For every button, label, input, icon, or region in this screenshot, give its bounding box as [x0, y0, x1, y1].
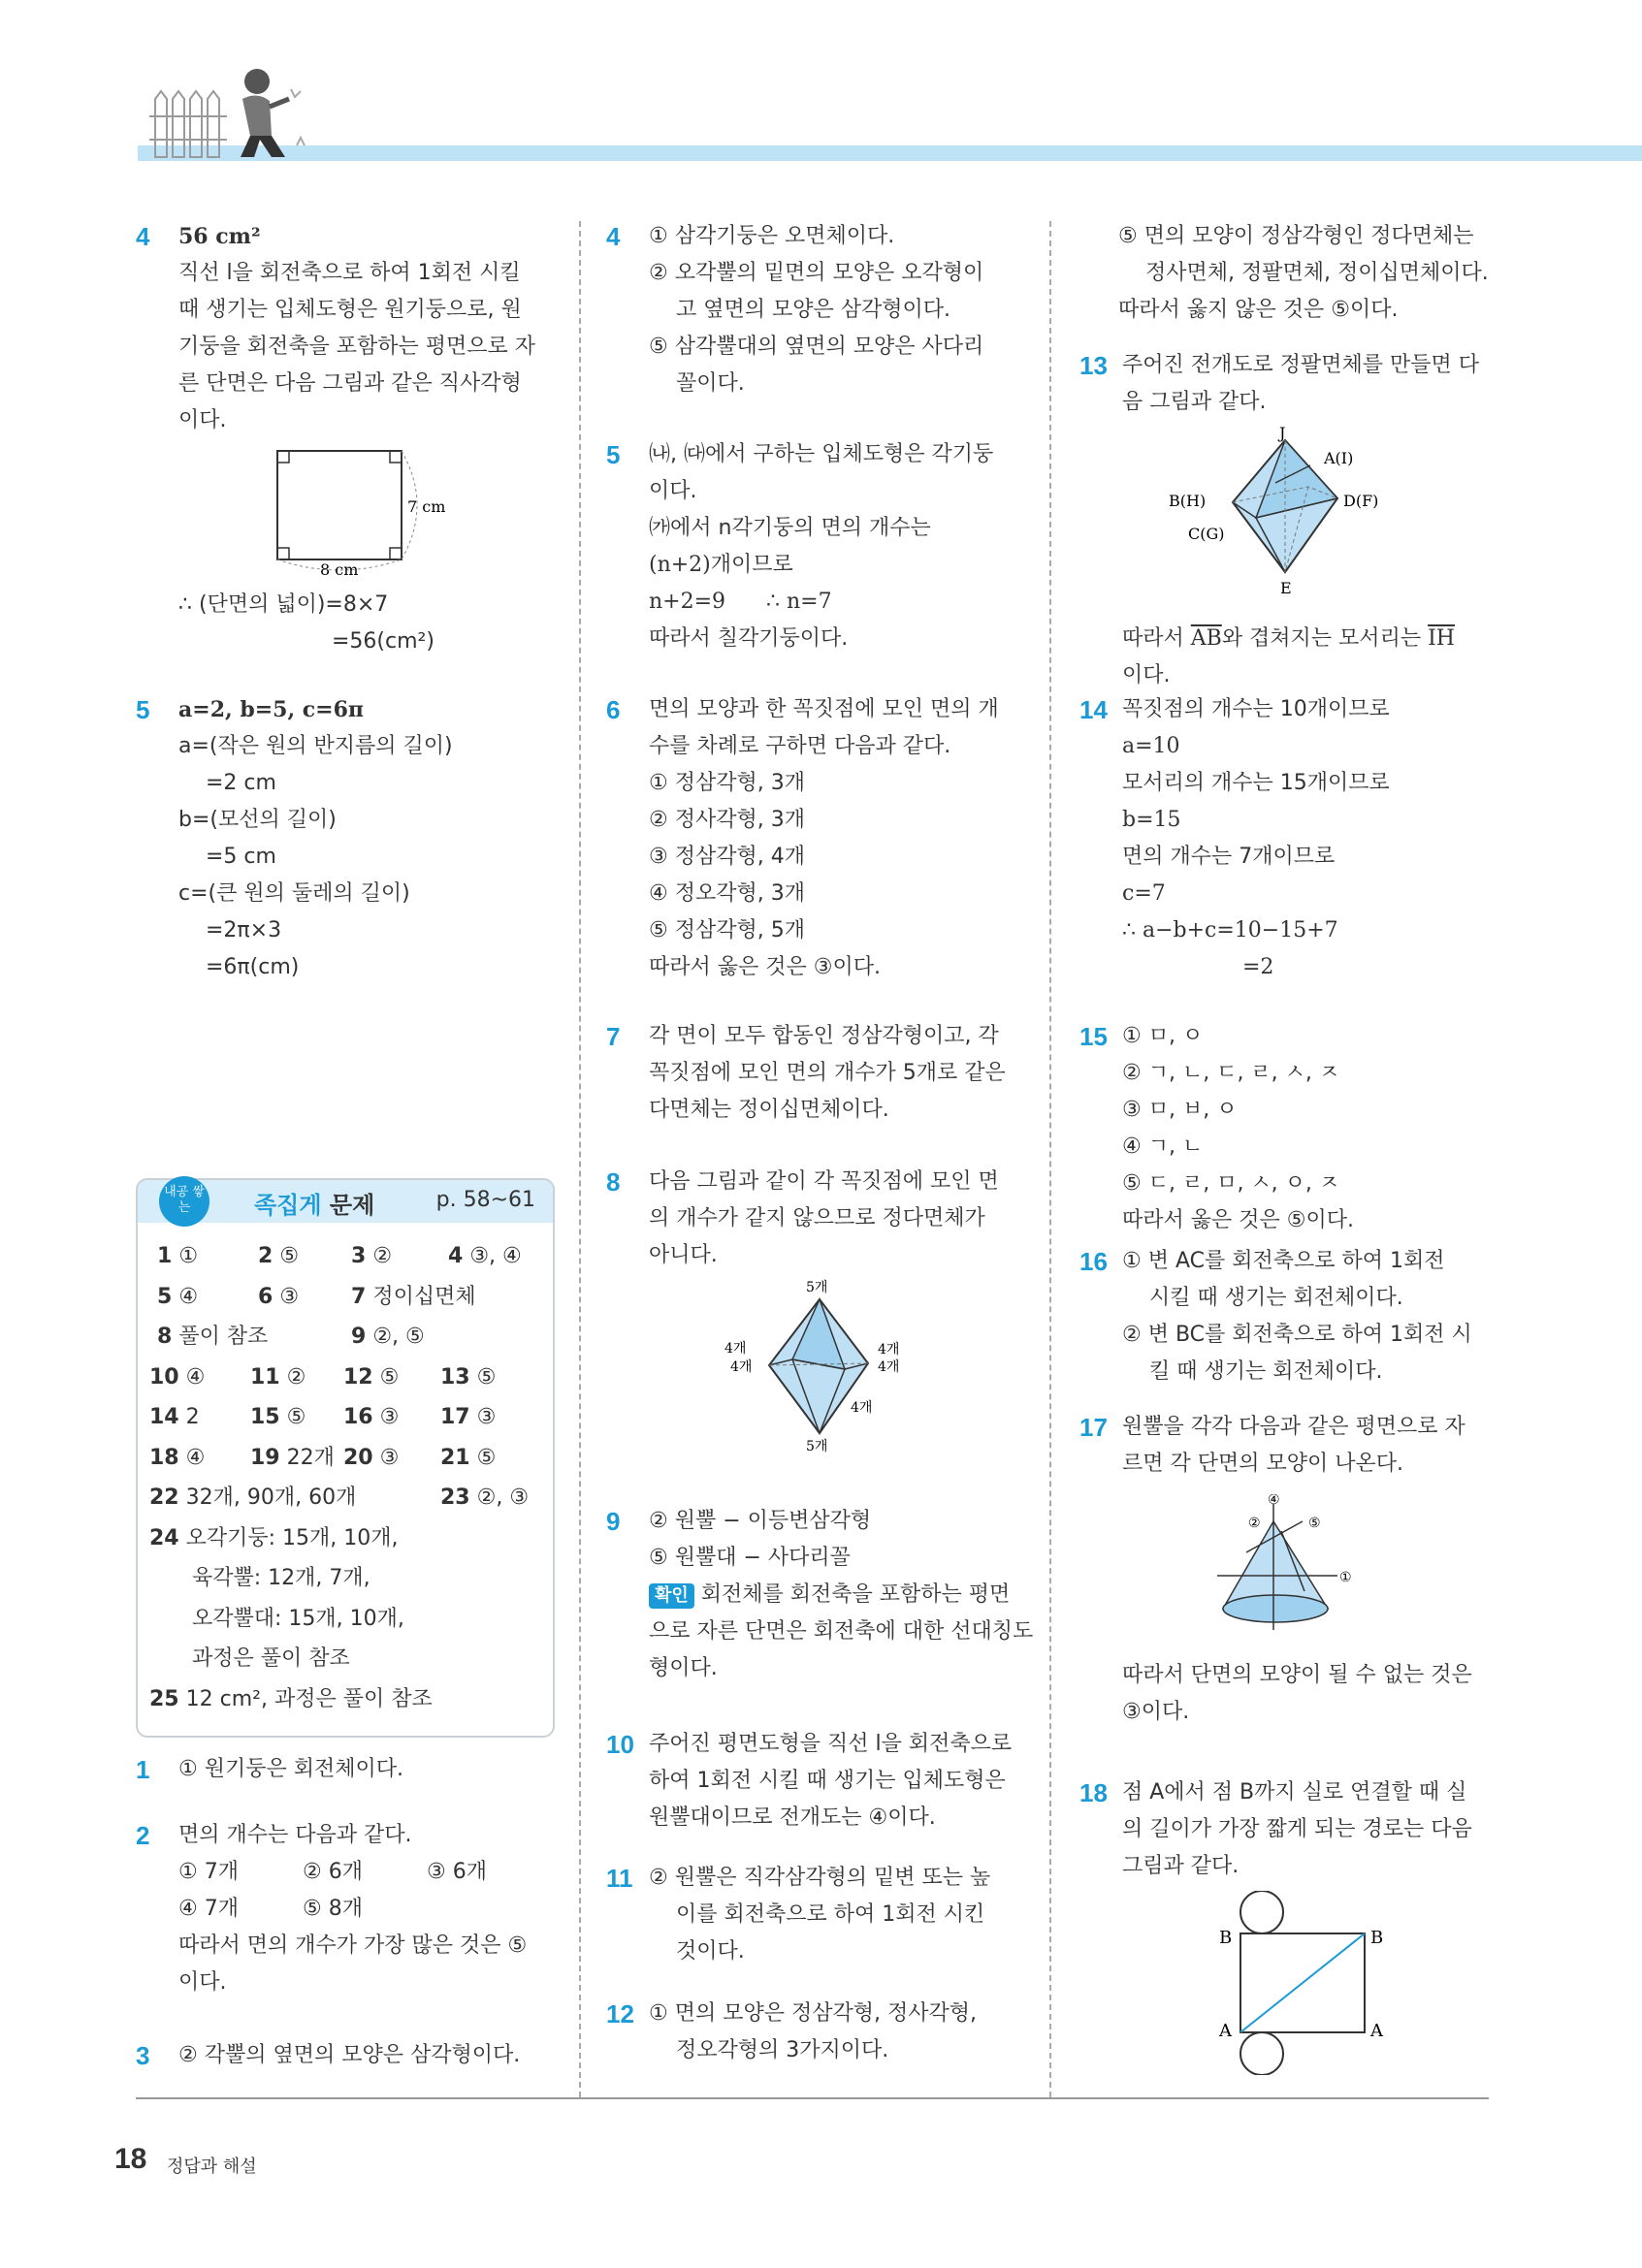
- text-line: ② 원뿔은 직각삼각형의 밑변 또는 높: [649, 1866, 991, 1890]
- text-line: 면의 모양과 한 꼭짓점에 모인 면의 개: [649, 697, 999, 721]
- solution-16: [1079, 1243, 1497, 1390]
- solution-3: [136, 2037, 553, 2074]
- text-line: 따라서 옳은 것은 ⑤이다.: [1122, 1208, 1354, 1232]
- text-line: 의 개수가 같지 않으므로 정다면체가: [649, 1206, 985, 1230]
- problem-number: 3: [136, 2041, 150, 2070]
- choice-row: ④ 7개 ⑤ 8개: [178, 1897, 363, 1921]
- footer-title: 정답과 해설: [167, 2156, 257, 2177]
- text-line: 면의 개수는 7개이므로: [1122, 845, 1336, 869]
- solution-5: [136, 691, 553, 986]
- solution-6: [606, 691, 1023, 986]
- text-line: ㈎에서 n각기둥의 면의 개수는: [649, 516, 931, 540]
- text-line: 점 A에서 점 B까지 실로 연결할 때 실: [1122, 1780, 1467, 1805]
- text-line: 모서리의 개수는 15개이므로: [1122, 771, 1390, 795]
- gardener-fence-illustration: [145, 60, 310, 165]
- cylinder-net-figure: [1206, 1891, 1390, 2075]
- solution-14: [1079, 691, 1497, 986]
- confirm-tag: 확인: [649, 1583, 694, 1609]
- text-line: 고 옆면의 모양은 삼각형이다.: [676, 298, 950, 322]
- text-line: 그림과 같다.: [1122, 1854, 1240, 1878]
- vertex-label: D(F): [1343, 492, 1379, 510]
- text-line: ∴ a−b+c=10−15+7: [1122, 918, 1338, 942]
- text-line: 아니다.: [649, 1243, 718, 1267]
- text-line: ② 변 BC를 회전축으로 하여 1회전 시: [1122, 1323, 1472, 1347]
- text-line: ① ㅁ, ㅇ: [1122, 1024, 1204, 1048]
- count-label: 5개: [806, 1439, 828, 1454]
- plane-label: ②: [1248, 1516, 1261, 1531]
- plane-label: ④: [1268, 1494, 1280, 1508]
- count-label: 4개: [851, 1400, 873, 1416]
- text-line: 꼭짓점에 모인 면의 개수가 5개로 같은: [649, 1061, 1006, 1085]
- text-line: 이를 회전축으로 하여 1회전 시킨: [676, 1902, 985, 1927]
- count-label: 4개: [724, 1341, 747, 1357]
- text-line: 시킬 때 생기는 회전체이다.: [1149, 1286, 1403, 1310]
- text-line: 음 그림과 같다.: [1122, 390, 1267, 414]
- text-line: ⑤ 면의 모양이 정삼각형인 정다면체는: [1118, 224, 1474, 248]
- text-line: ③이다.: [1122, 1700, 1190, 1724]
- text-line: ⑤ ㄷ, ㄹ, ㅁ, ㅅ, ㅇ, ㅈ: [1122, 1171, 1340, 1196]
- solution-15: [1079, 1018, 1497, 1239]
- height-label: 7 cm: [407, 497, 446, 516]
- triangular-bipyramid-figure: [723, 1278, 917, 1457]
- text-line: 이다.: [178, 408, 227, 432]
- text-line: ② ㄱ, ㄴ, ㄷ, ㄹ, ㅅ, ㅈ: [1122, 1061, 1340, 1085]
- text-line: ④ ㄱ, ㄴ: [1122, 1134, 1204, 1159]
- width-label: 8 cm: [320, 560, 359, 575]
- point-label: B: [1370, 1928, 1384, 1948]
- text-line: 주어진 전개도로 정팔면체를 만들면 다: [1122, 353, 1480, 377]
- text-line: 다면체는 정이십면체이다.: [649, 1098, 889, 1122]
- text-line: 킬 때 생기는 회전체이다.: [1149, 1359, 1383, 1384]
- problem-number: 14: [1079, 695, 1108, 724]
- text-line: ④ 정오각형, 3개: [649, 881, 805, 906]
- text-line: 직선 l을 회전축으로 하여 1회전 시킬: [178, 261, 521, 285]
- text-line: 기둥을 회전축을 포함하는 평면으로 자: [178, 335, 536, 359]
- text-line: =2π×3: [206, 918, 282, 942]
- choice-row: ① 7개 ② 6개 ③ 6개: [178, 1860, 487, 1884]
- column-divider: [1049, 221, 1051, 2097]
- text-line: a=10: [1122, 734, 1180, 758]
- text-line: ② 원뿔 − 이등변삼각형: [649, 1509, 872, 1533]
- text-line: n+2=9 ∴ n=7: [649, 590, 832, 614]
- text-line: b=(모선의 길이): [178, 808, 337, 832]
- answer: 56 cm²: [178, 224, 261, 249]
- text-line: b=15: [1122, 808, 1181, 832]
- text-line: 르면 각 단면의 모양이 나온다.: [1122, 1452, 1403, 1476]
- text-line: 꼭짓점의 개수는 10개이므로: [1122, 697, 1390, 721]
- problem-number: 2: [136, 1821, 150, 1850]
- text-line: 따라서 칠각기둥이다.: [649, 626, 849, 651]
- problem-number: 10: [606, 1730, 634, 1759]
- text-line: 원뿔을 각각 다음과 같은 평면으로 자: [1122, 1415, 1465, 1439]
- point-label: A: [1370, 2021, 1383, 2041]
- text-line: 이다.: [649, 479, 697, 503]
- text-line: a=(작은 원의 반지름의 길이): [178, 734, 453, 758]
- text-line: ㈏, ㈐에서 구하는 입체도형은 각기둥: [649, 442, 994, 466]
- text-line: 따라서 옳은 것은 ③이다.: [649, 955, 881, 979]
- text-line: 정오각형의 3가지이다.: [676, 2038, 889, 2062]
- text-line: (n+2)개이므로: [649, 553, 793, 577]
- text-line: 따라서 옳지 않은 것은 ⑤이다.: [1118, 298, 1399, 322]
- text-line: ⑤ 원뿔대 − 사다리꼴: [649, 1546, 851, 1570]
- text-line: ① 변 AC를 회전축으로 하여 1회전: [1122, 1249, 1445, 1273]
- text-line: ② 정사각형, 3개: [649, 808, 805, 832]
- answer-key-title: 족집게 문제: [254, 1192, 375, 1219]
- column-divider: [579, 221, 581, 2097]
- solution-9: [606, 1503, 1034, 1687]
- solution-12-continued: [1079, 218, 1497, 329]
- text-line: 수를 차례로 구하면 다음과 같다.: [649, 734, 951, 758]
- text-line: 이다.: [1122, 663, 1171, 687]
- text-line: 이다.: [178, 1970, 227, 1995]
- text-line: 때 생기는 입체도형은 원기둥으로, 원: [178, 298, 522, 322]
- text-line: c=7: [1122, 881, 1166, 906]
- page-range: p. 58~61: [435, 1188, 535, 1212]
- solution-18: [1079, 1774, 1497, 2041]
- text-line: =6π(cm): [206, 955, 300, 979]
- solution-17: [1079, 1409, 1497, 1724]
- problem-number: 7: [606, 1022, 621, 1051]
- problem-number: 1: [136, 1755, 150, 1784]
- solution-8: [606, 1164, 1023, 1454]
- vertex-label: C(G): [1188, 525, 1225, 543]
- solution-7: [606, 1018, 1023, 1129]
- text-line: =5 cm: [206, 845, 276, 869]
- text-line: ⑤ 삼각뿔대의 옆면의 모양은 사다리: [649, 335, 984, 359]
- solution-11: [606, 1860, 1023, 1970]
- note-line: 형이다.: [649, 1656, 718, 1680]
- vertex-label: A(I): [1324, 449, 1354, 467]
- text-line: 각 면이 모두 합동인 정삼각형이고, 각: [649, 1024, 999, 1048]
- plane-label: ①: [1339, 1570, 1352, 1585]
- problem-number: 15: [1079, 1022, 1108, 1051]
- solution-4: [136, 218, 553, 654]
- text-line: c=(큰 원의 둘레의 길이): [178, 881, 410, 906]
- text-line: 것이다.: [676, 1939, 745, 1964]
- problem-number: 12: [606, 1999, 634, 2028]
- vertex-label: B(H): [1169, 492, 1207, 510]
- cone-section-figure: [1215, 1494, 1361, 1640]
- text-line: 꼴이다.: [676, 371, 745, 396]
- vertex-label: E: [1280, 579, 1292, 597]
- count-label: 4개: [878, 1359, 900, 1375]
- count-label: 4개: [878, 1342, 900, 1358]
- count-label: 4개: [730, 1359, 753, 1375]
- text-line: 다음 그림과 같이 각 꼭짓점에 모인 면: [649, 1169, 999, 1194]
- text-line: ⑤ 정삼각형, 5개: [649, 918, 805, 942]
- calc-line: ∴ (단면의 넓이)=8×7: [178, 592, 389, 617]
- note-line: 확인 회전체를 회전축을 포함하는 평면: [649, 1577, 1023, 1613]
- problem-number: 18: [1079, 1778, 1108, 1807]
- count-label: 5개: [806, 1280, 828, 1295]
- plane-label: ⑤: [1308, 1516, 1321, 1531]
- text-line: =2 cm: [206, 771, 276, 795]
- answer-key-box: 내공 쌓는 족집게 문제 p. 58~61 1 ① 2 ⑤ 3 ② 4 ③, ④ 5 ④ 6 ③ 7 정이십면체 8 풀이 참조 9 ②, ⑤ 10 ④ 11 ② 12 ⑤ 13 ⑤ 14 2 15 ⑤ 16 ③ 17 ③ 18 ④ 19 22개 20 ③ 21 ⑤ 22 32개, 90개, 60개 23 ②, ③ 24 오각기둥: 15개, 10개, 육각뿔: 12개, 7개, 오각뿔대: 15개, 10개, 과정은 풀이 참조 25 12 cm², 과정은 풀이 참조: [136, 1178, 555, 1738]
- note-line: 으로 자른 단면은 회전축에 대한 선대칭도: [649, 1619, 1034, 1644]
- text-line: ② 각뿔의 옆면의 모양은 삼각형이다.: [178, 2043, 521, 2067]
- text-line: 정사면체, 정팔면체, 정이십면체이다.: [1145, 261, 1489, 285]
- solution-2: [136, 1817, 553, 2001]
- problem-number: 11: [606, 1864, 633, 1893]
- problem-number: 4: [136, 222, 150, 251]
- answer: a=2, b=5, c=6π: [178, 697, 364, 722]
- text-line: 원뿔대이므로 전개도는 ④이다.: [649, 1805, 936, 1830]
- text-line: 따라서 면의 개수가 가장 많은 것은 ⑤: [178, 1933, 528, 1958]
- text-line: 따라서 $\overline{AB}$와 겹쳐지는 모서리는 $\overline{IH}$: [1122, 626, 1455, 651]
- page-number: 18: [114, 2143, 147, 2175]
- problem-number: 5: [136, 695, 150, 724]
- solution-12: [606, 1996, 1023, 2069]
- octahedron-figure: [1147, 427, 1438, 601]
- text-line: =2: [1242, 955, 1274, 979]
- text-line: ② 오각뿔의 밑면의 모양은 오각형이: [649, 261, 984, 285]
- problem-number: 13: [1079, 351, 1108, 380]
- point-label: A: [1219, 2021, 1232, 2041]
- problem-number: 16: [1079, 1247, 1108, 1276]
- problem-number: 6: [606, 695, 621, 724]
- problem-number: 8: [606, 1167, 621, 1197]
- text-line: 의 길이가 가장 짧게 되는 경로는 다음: [1122, 1817, 1472, 1841]
- text-line: ③ 정삼각형, 4개: [649, 845, 805, 869]
- point-label: B: [1219, 1928, 1233, 1948]
- problem-number: 5: [606, 440, 621, 469]
- text-line: ① 면의 모양은 정삼각형, 정사각형,: [649, 2001, 977, 2026]
- solution-13: [1079, 347, 1497, 687]
- text-line: 따라서 단면의 모양이 될 수 없는 것은: [1122, 1663, 1472, 1687]
- solution-10: [606, 1726, 1023, 1837]
- answer-key-header: [138, 1180, 553, 1223]
- badge: 내공 쌓는: [159, 1176, 209, 1227]
- problem-number: 4: [606, 222, 621, 251]
- header-bar: [138, 145, 1642, 161]
- vertex-label: J: [1279, 427, 1286, 442]
- text-line: ③ ㅁ, ㅂ, ㅇ: [1122, 1098, 1238, 1122]
- text-line: 하여 1회전 시킬 때 생기는 입체도형은: [649, 1769, 1006, 1793]
- rectangle-figure: [262, 439, 456, 575]
- solution-5: [606, 436, 1023, 657]
- problem-number: 9: [606, 1507, 621, 1536]
- calc-line: =56(cm²): [332, 629, 435, 654]
- text-line: 면의 개수는 다음과 같다.: [178, 1823, 412, 1847]
- text-line: ① 삼각기둥은 오면체이다.: [649, 224, 895, 248]
- solution-4: [606, 218, 1023, 402]
- text-line: ① 원기둥은 회전체이다.: [178, 1757, 403, 1781]
- text-line: 주어진 평면도형을 직선 l을 회전축으로: [649, 1732, 1013, 1756]
- footer-rule: [136, 2097, 1489, 2099]
- text-line: ① 정삼각형, 3개: [649, 771, 805, 795]
- solution-1: [136, 1751, 553, 1788]
- problem-number: 17: [1079, 1413, 1108, 1442]
- text-line: 른 단면은 다음 그림과 같은 직사각형: [178, 371, 522, 396]
